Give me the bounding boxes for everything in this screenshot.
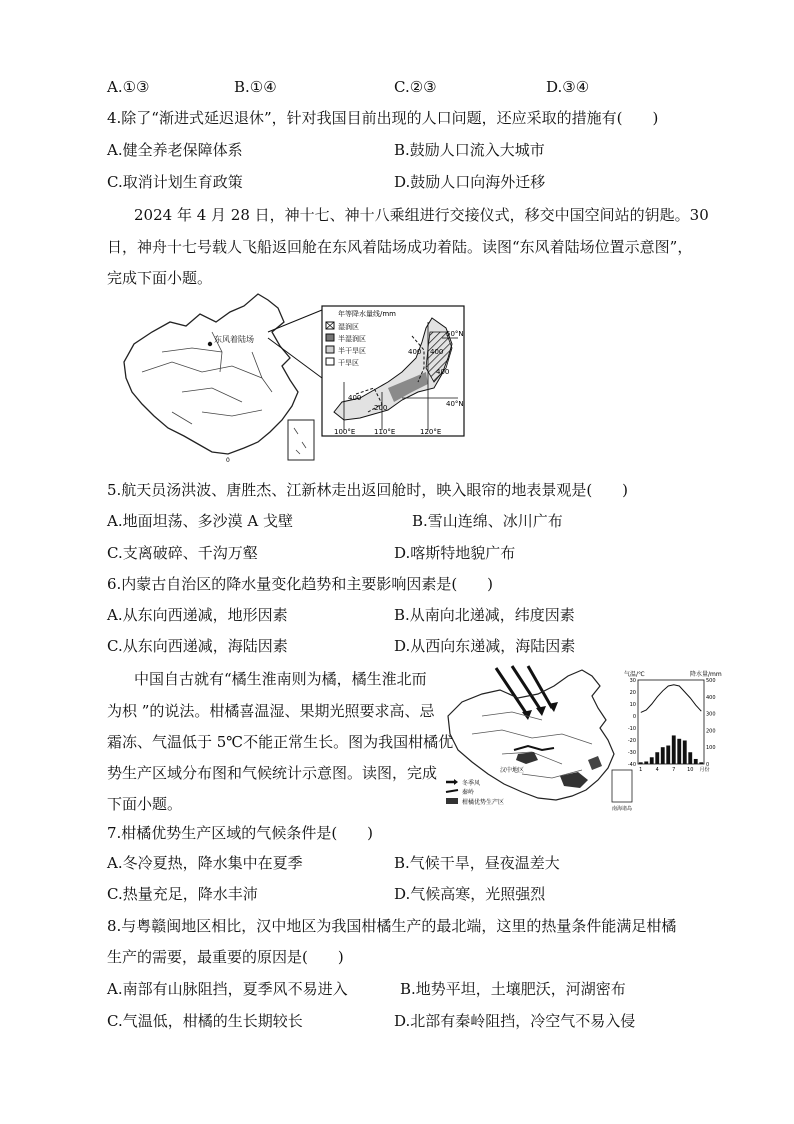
temp-tick-label: 30 xyxy=(629,678,636,684)
iso-label-1: 400 xyxy=(408,348,422,356)
precip-bar xyxy=(688,752,692,764)
q3-option-b: B.①④ xyxy=(234,78,277,96)
temp-tick-label: 0 xyxy=(632,714,636,720)
q7-stem: 7.柑橘优势生产区域的气候条件是( ) xyxy=(107,824,374,842)
inset-title: 年等降水量线/mm xyxy=(338,310,396,318)
q6-option-c: C.从东向西递减，海陆因素 xyxy=(107,637,288,655)
q4-option-b: B.鼓励人口流入大城市 xyxy=(394,141,545,159)
q4-option-c: C.取消计划生育政策 xyxy=(107,173,243,191)
temp-tick-label: -30 xyxy=(627,750,636,756)
q8-option-c: C.气温低，柑橘的生长期较长 xyxy=(107,1012,303,1030)
precip-bar xyxy=(683,740,687,764)
precip-bar xyxy=(677,739,681,764)
q6-option-a: A.从东向西递减，地形因素 xyxy=(107,606,288,624)
temp-unit-label: 气温/℃ xyxy=(624,671,645,678)
q5-stem: 5.航天员汤洪波、唐胜杰、江新林走出返回舱时，映入眼帘的地表景观是( ) xyxy=(107,481,629,499)
q4-stem: 4.除了“渐进式延迟退休”，针对我国目前出现的人口问题，还应采取的措施有( ) xyxy=(107,109,659,127)
precip-bar xyxy=(661,747,665,764)
q5-option-a: A.地面坦荡、多沙漠 A 戈壁 xyxy=(107,512,293,530)
q5-option-c: C.支离破碎、千沟万壑 xyxy=(107,544,258,562)
legend-qinling: 秦岭 xyxy=(462,789,475,796)
passage2-line4: 势生产区域分布图和气候统计示意图。读图，完成 xyxy=(107,764,438,782)
month-tick-label: 1 xyxy=(639,767,643,773)
legend-citrus: 柑橘优势生产区 xyxy=(462,799,505,806)
china-outline xyxy=(124,294,298,454)
passage2-line3: 霜冻、气温低于 5℃不能正常生长。图为我国柑橘优 xyxy=(107,733,454,751)
axis-120e: 120°E xyxy=(420,428,442,436)
axis-40n: 40°N xyxy=(446,400,464,408)
precip-bar xyxy=(694,759,698,764)
landing-site-label: 东风着陆场 xyxy=(214,335,254,344)
q6-stem: 6.内蒙古自治区的降水量变化趋势和主要影响因素是( ) xyxy=(107,575,494,593)
passage1-line2: 日，神舟十七号载人飞船返回舱在东风着陆场成功着陆。读图“东风着陆场位置示意图”， xyxy=(107,238,693,256)
precip-tick-label: 400 xyxy=(706,694,716,701)
axis-50n: 50°N xyxy=(446,330,464,338)
climate-chart xyxy=(624,670,722,773)
temp-tick-label: -20 xyxy=(627,738,636,744)
q6-option-b: B.从南向北递减，纬度因素 xyxy=(394,606,575,624)
passage1-line1: 2024 年 4 月 28 日，神十七、神十八乘组进行交接仪式，移交中国空间站的钥匙。30 xyxy=(134,206,709,224)
legend-arid: 干旱区 xyxy=(338,359,359,367)
precip-tick-label: 500 xyxy=(706,678,716,684)
q3-option-a: A.①③ xyxy=(107,78,150,96)
month-tick-label: 4 xyxy=(655,767,659,773)
iso-label-4: 400 xyxy=(348,394,362,402)
month-tick-label: 10 xyxy=(687,767,694,773)
q5-option-d: D.喀斯特地貌广布 xyxy=(394,544,516,562)
q3-option-c: C.②③ xyxy=(394,78,437,96)
passage2-line5: 下面小题。 xyxy=(107,795,183,813)
precip-unit-label: 降水量/mm xyxy=(690,671,722,678)
precip-bar xyxy=(655,752,659,764)
q7-option-a: A.冬冷夏热，降水集中在夏季 xyxy=(107,854,303,872)
q8-option-a: A.南部有山脉阻挡，夏季风不易进入 xyxy=(107,980,348,998)
legend-semihumid: 半湿润区 xyxy=(338,335,366,343)
axis-110e: 110°E xyxy=(374,428,396,436)
temp-tick-label: -40 xyxy=(627,762,636,768)
temperature-line xyxy=(641,685,702,713)
temp-tick-label: 20 xyxy=(629,690,636,696)
temp-tick-label: 10 xyxy=(629,702,636,708)
q4-option-a: A.健全养老保障体系 xyxy=(107,141,243,159)
precip-bar xyxy=(672,735,676,764)
precip-tick-label: 200 xyxy=(706,728,716,735)
month-tick-label: 7 xyxy=(672,767,676,773)
q7-option-b: B.气候干旱，昼夜温差大 xyxy=(394,854,560,872)
q8-stem-line1: 8.与粤赣闽地区相比，汉中地区为我国柑橘生产的最北端，这里的热量条件能满足柑橘 xyxy=(107,917,677,935)
passage2-line2: 为枳 ”的说法。柑橘喜温湿、果期光照要求高、忌 xyxy=(107,702,435,720)
scale-label: 0 xyxy=(226,457,230,464)
q7-option-d: D.气候高寒，光照强烈 xyxy=(394,885,546,903)
q6-option-d: D.从西向东递减，海陆因素 xyxy=(394,637,576,655)
legend-humid: 湿润区 xyxy=(338,323,359,331)
q8-option-b: B.地势平坦，土壤肥沃，河湖密布 xyxy=(400,980,626,998)
iso-label-3: 200 xyxy=(374,404,388,412)
iso-label-2: 400 xyxy=(430,348,444,356)
temp-tick-label: -10 xyxy=(627,726,636,732)
inset-label: 南海诸岛 xyxy=(612,806,633,812)
precip-bar xyxy=(650,757,654,764)
precip-tick-label: 300 xyxy=(706,711,716,718)
legend-winter-monsoon: 冬季风 xyxy=(462,780,481,787)
precip-bar xyxy=(666,746,670,764)
month-tick-label: 月份 xyxy=(699,767,710,773)
precip-tick-label: 0 xyxy=(706,762,710,768)
dongfeng-location-map xyxy=(112,292,472,467)
q3-option-d: D.③④ xyxy=(546,78,590,96)
hanzhong-region xyxy=(516,752,538,764)
precip-bar xyxy=(639,762,643,764)
q8-option-d: D.北部有秦岭阻挡，冷空气不易入侵 xyxy=(394,1012,636,1030)
precip-bar xyxy=(699,762,703,764)
passage1-line3: 完成下面小题。 xyxy=(107,269,213,287)
citrus-region-map xyxy=(442,664,724,814)
q5-option-b: B.雪山连绵、冰川广布 xyxy=(412,512,563,530)
axis-100e: 100°E xyxy=(334,428,356,436)
passage2-line1: 中国自古就有“橘生淮南则为橘，橘生淮北而 xyxy=(134,670,427,688)
precip-tick-label: 100 xyxy=(706,745,716,752)
iso-label-5: 400 xyxy=(436,368,450,376)
legend-semiarid: 半干旱区 xyxy=(338,347,366,355)
region-label: 汉中地区 xyxy=(500,767,525,774)
precip-bar xyxy=(644,761,648,764)
q8-stem-line2: 生产的需要，最重要的原因是( ) xyxy=(107,948,344,966)
q7-option-c: C.热量充足，降水丰沛 xyxy=(107,885,258,903)
q4-option-d: D.鼓励人口向海外迁移 xyxy=(394,173,546,191)
